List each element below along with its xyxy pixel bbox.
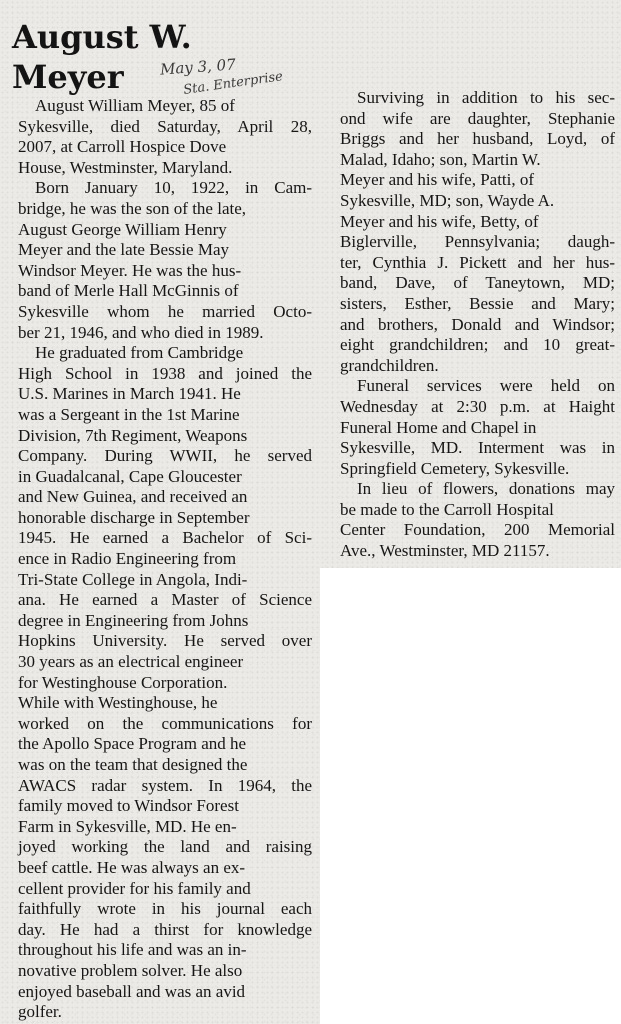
article-text-line: faithfully wrote in his journal each [18,899,312,919]
article-text-line: Meyer and his wife, Betty, of [340,211,539,231]
article-right-column [340,88,615,562]
article-text-line: In lieu of flowers, donations may [357,479,615,499]
article-text-line: High School in 1938 and joined the [18,363,312,383]
article-text-line: band, Dave, of Taneytown, MD; [340,273,615,293]
handwritten-date-note: May 3, 07 [159,55,237,79]
article-text-line: novative problem solver. He also [18,960,243,980]
article-text-line: Sykesville, MD; son, Wayde A. [340,190,555,210]
article-text-line: Sykesville, MD. Interment was in [340,438,615,458]
article-text-line: Funeral services were held on [357,376,615,396]
handwritten-paper-note: Sta. Enterprise [182,69,284,98]
article-text-line: House, Westminster, Maryland. [18,157,233,177]
article-text-line: and New Guinea, and received an [18,487,248,507]
headline-line-2: Meyer [12,58,124,96]
article-text-line: in Guadalcanal, Cape Gloucester [18,466,242,486]
article-text-line: sisters, Esther, Bessie and Mary; [340,293,615,313]
article-text-line: ber 21, 1946, and who died in 1989. [18,322,264,342]
article-text-line: Hopkins University. He served over [18,631,312,651]
article-text-line: Sykesville whom he married Octo- [18,301,312,321]
article-text-line: the Apollo Space Program and he [18,734,247,754]
article-text-line: eight grandchildren; and 10 great- [340,335,615,355]
article-text-line: ter, Cynthia J. Pickett and her hus- [340,252,615,272]
article-text-line: 2007, at Carroll Hospice Dove [18,137,227,157]
article-text-line: cellent provider for his family and [18,878,251,898]
article-text-line: beef cattle. He was always an ex- [18,857,246,877]
article-text-line: Sykesville, died Saturday, April 28, [18,116,312,136]
article-text-line: ond wife are daughter, Stephanie [340,108,615,128]
article-text-line: Tri-State College in Angola, Indi- [18,569,248,589]
article-text-line: 30 years as an electrical engineer [18,652,244,672]
article-text-line: was on the team that designed the [18,755,248,774]
article-text-line: for Westinghouse Corporation. [18,672,228,692]
article-text-line: joyed working the land and raising [18,837,312,857]
article-text-line: August William Meyer, 85 of [35,96,235,115]
article-text-line: Company. During WWII, he served [18,446,312,466]
article-text-line: day. He had a thirst for knowledge [18,919,312,939]
headline-line-1: August W. [12,18,192,56]
article-left-column [18,96,312,1023]
article-text-line: Ave., Westminster, MD 21157. [340,541,550,561]
article-text-line: Farm in Sykesville, MD. He en- [18,816,237,836]
article-text-line: 1945. He earned a Bachelor of Sci- [18,528,312,548]
article-text-line: band of Merle Hall McGinnis of [18,281,239,301]
article-text-line: and brothers, Donald and Windsor; [340,314,615,334]
article-text-line: August George William Henry [18,219,227,239]
article-text-line: ana. He earned a Master of Science [18,590,312,610]
article-text-line: Meyer and his wife, Patti, of [340,170,535,190]
article-text-line: Center Foundation, 200 Memorial [340,520,615,540]
article-text-line: enjoyed baseball and was an avid [18,981,246,1001]
article-text-line: Wednesday at 2:30 p.m. at Haight [340,396,615,416]
article-text-line: honorable discharge in September [18,507,250,527]
article-text-line: grandchildren. [340,355,439,375]
article-text-line: bridge, he was the son of the late, [18,198,247,218]
article-text-line: family moved to Windsor Forest [18,796,239,816]
article-text-line: Malad, Idaho; son, Martin W. [340,149,541,169]
article-text-line: degree in Engineering from Johns [18,610,249,630]
article-text-line: AWACS radar system. In 1964, the [18,775,312,795]
article-text-line: be made to the Carroll Hospital [340,499,554,519]
article-text-line: Division, 7th Regiment, Weapons [18,425,248,445]
article-text-line: U.S. Marines in March 1941. He [18,384,241,404]
article-text-line: Born January 10, 1922, in Cam- [35,178,312,198]
article-text-line: Biglerville, Pennsylvania; daugh- [340,232,615,252]
article-text-line: worked on the communications for [18,713,312,733]
article-text-line: He graduated from Cambridge [35,343,244,363]
article-text-line: throughout his life and was an in- [18,940,247,960]
article-text-line: ence in Radio Engineering from [18,549,237,569]
article-text-line: golfer. [18,1002,62,1022]
article-text-line: Meyer and the late Bessie May [18,240,230,260]
article-text-line: was a Sergeant in the 1st Marine [18,404,240,424]
article-text-line: While with Westinghouse, he [18,693,218,713]
article-text-line: Springfield Cemetery, Sykesville. [340,458,570,478]
article-text-line: Windsor Meyer. He was the hus- [18,260,242,280]
article-text-line: Surviving in addition to his sec- [357,88,615,107]
article-text-line: Funeral Home and Chapel in [340,417,537,437]
article-text-line: Briggs and her husband, Loyd, of [340,129,615,149]
